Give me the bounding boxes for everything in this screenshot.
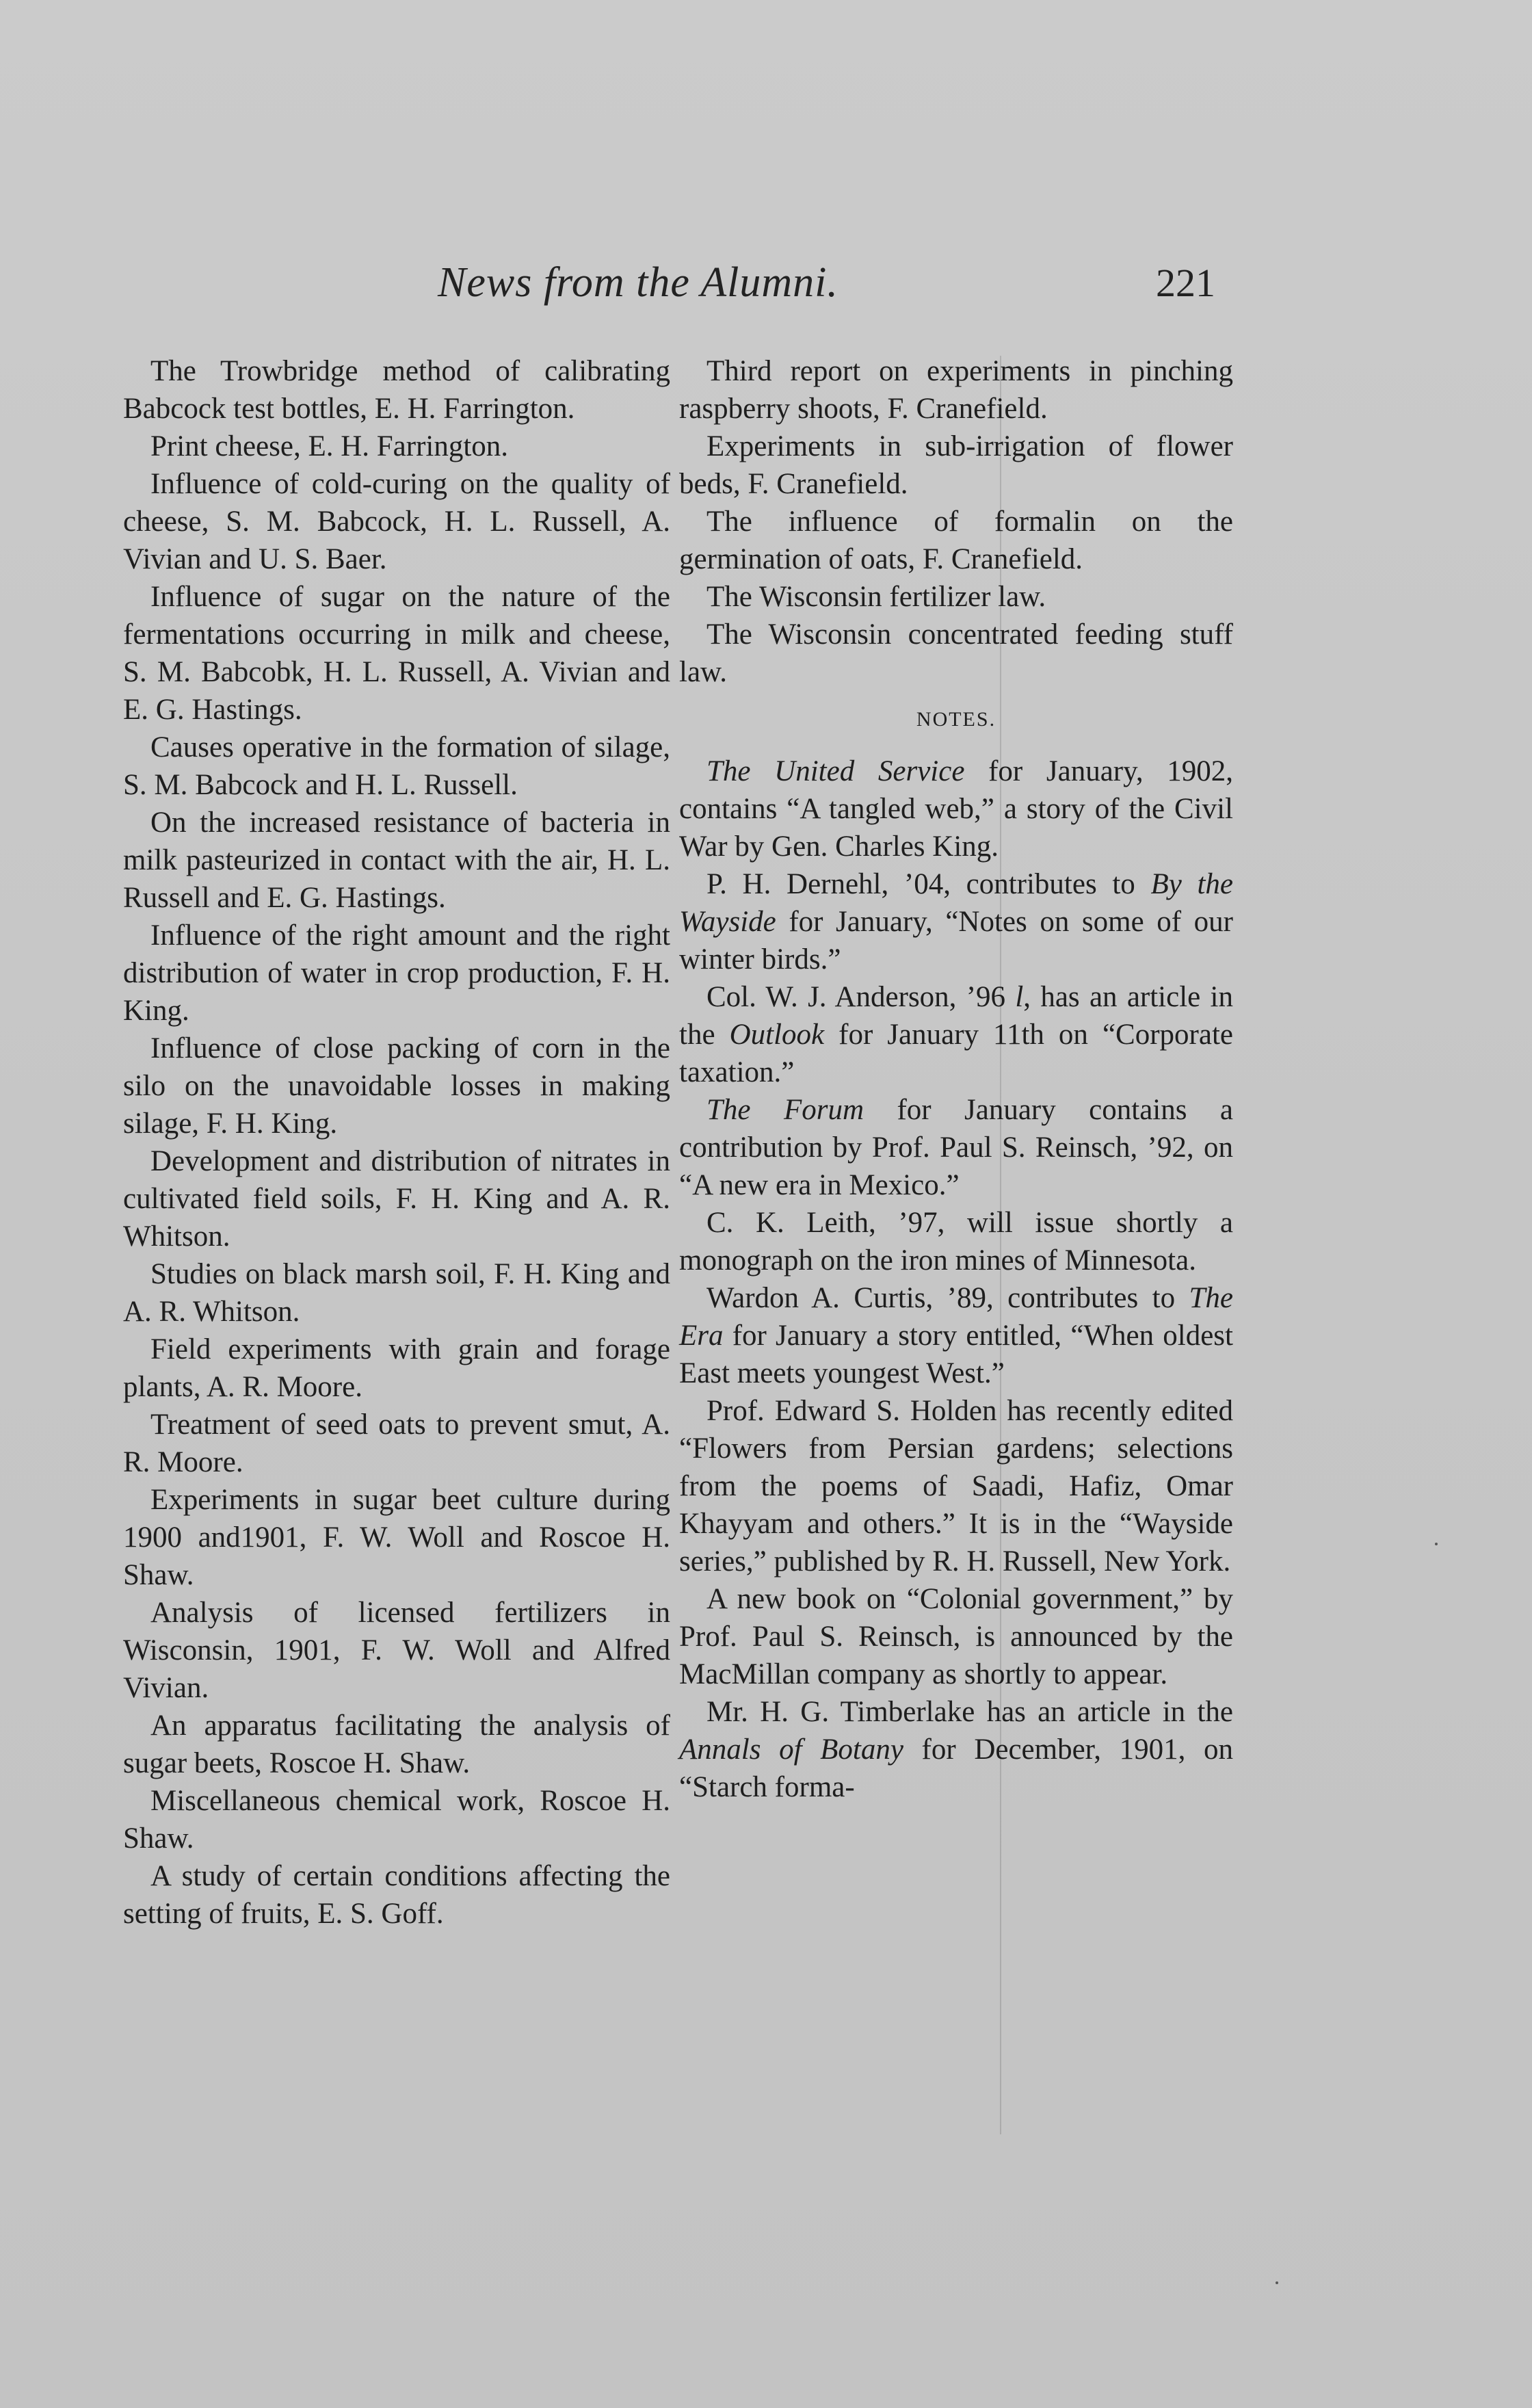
note-text: C. K. Leith, ’97, will issue shortly a monograph on the iron mines of Minnesota.	[679, 1207, 1233, 1277]
note-text: for January 11th on “Corporate taxation.”	[679, 1019, 1233, 1088]
left-entry: Miscellaneous chemical work, Roscoe H. Shaw.	[123, 1785, 670, 1855]
left-entry: Influence of close packing of corn in the silo on the unavoidable losses in making silage, F. H. King.	[123, 1032, 670, 1140]
note-item	[679, 1392, 1233, 1580]
note-text: for December, 1901, on “Starch forma-	[679, 1733, 1233, 1803]
left-column	[123, 352, 670, 1933]
note-italic: Outlook	[729, 1019, 825, 1051]
left-entry: Print cheese, E. H. Farrington.	[150, 430, 509, 462]
running-header-title: News from the Alumni.	[438, 259, 838, 306]
note-item	[679, 1279, 1233, 1392]
left-entry: Influence of sugar on the nature of the fermentations occurring in milk and cheese, S. M. Babcobk, H. L. Russell, A. Vivian and E. G. Hastings.	[123, 581, 670, 726]
note-item	[679, 1580, 1233, 1693]
note-italic: By the Wayside	[679, 868, 1233, 938]
scan-speck	[1435, 1543, 1438, 1545]
left-entry: The Trowbridge method of calibrating Babcock test bottles, E. H. Farrington.	[123, 355, 670, 425]
note-item	[679, 978, 1233, 1091]
note-item	[679, 865, 1233, 978]
left-entry: Studies on black marsh soil, F. H. King and A. R. Whitson.	[123, 1258, 670, 1328]
right-entry: Third report on experiments in pinching raspberry shoots, F. Cranefield.	[679, 355, 1233, 425]
note-italic: The United Service	[706, 755, 965, 787]
scan-speck	[1276, 2281, 1278, 2284]
note-italic: l	[1015, 981, 1024, 1013]
notes-heading: NOTES.	[916, 708, 996, 731]
note-text: Wardon A. Curtis, ’89, contributes to	[706, 1282, 1189, 1314]
note-text: for January, “Notes on some of our winter birds.”	[679, 906, 1233, 976]
right-entry: Experiments in sub-irrigation of flower beds, F. Cranefield.	[679, 430, 1233, 500]
left-entry: Analysis of licensed fertilizers in Wisconsin, 1901, F. W. Woll and Alfred Vivian.	[123, 1597, 670, 1704]
left-entry: Field experiments with grain and forage plants, A. R. Moore.	[123, 1333, 670, 1403]
note-italic: The Era	[679, 1282, 1233, 1352]
right-entry: The Wisconsin concentrated feeding stuff law.	[679, 618, 1233, 688]
note-text: P. H. Dernehl, ’04, contributes to	[706, 868, 1151, 900]
left-entry: Treatment of seed oats to prevent smut, A. R. Moore.	[123, 1409, 670, 1478]
note-italic: The Forum	[706, 1094, 864, 1126]
note-italic: Annals of Botany	[679, 1733, 903, 1766]
note-item	[679, 1204, 1233, 1279]
note-text: for January, 1902, contains “A tangled web,” a story of the Civil War by Gen. Charles King.	[679, 755, 1233, 863]
note-item	[679, 1091, 1233, 1204]
note-text: Prof. Edward S. Holden has recently edited “Flowers from Persian gardens; selections from the poems of Saadi, Hafiz, Omar Khayyam and others.” It is in the “Wayside series,” published by R. H. Russell, New York.	[679, 1395, 1233, 1578]
note-text: for January a story entitled, “When oldest East meets youngest West.”	[679, 1320, 1233, 1389]
page-number: 221	[1156, 261, 1215, 305]
left-entry: On the increased resistance of bacteria in milk pasteurized in contact with the air, H. L. Russell and E. G. Hastings.	[123, 807, 670, 914]
note-text: Mr. H. G. Timberlake has an article in the	[706, 1696, 1233, 1728]
left-entry: Experiments in sugar beet culture during 1900 and1901, F. W. Woll and Roscoe H. Shaw.	[123, 1484, 670, 1591]
note-text: , has an article in the	[679, 981, 1233, 1051]
left-entry: A study of certain conditions affecting the setting of fruits, E. S. Goff.	[123, 1860, 670, 1930]
right-column	[679, 352, 1233, 1806]
right-entry: The influence of formalin on the germination of oats, F. Cranefield.	[679, 506, 1233, 575]
right-entry: The Wisconsin fertilizer law.	[706, 581, 1046, 613]
note-text: A new book on “Colonial government,” by Prof. Paul S. Reinsch, is announced by the MacMillan company as shortly to appear.	[679, 1583, 1233, 1690]
left-entry: Influence of cold-curing on the quality of cheese, S. M. Babcock, H. L. Russell, A. Vivian and U. S. Baer.	[123, 468, 670, 575]
left-entry: Influence of the right amount and the right distribution of water in crop production, F. H. King.	[123, 919, 670, 1027]
note-text: for January contains a contribution by Prof. Paul S. Reinsch, ’92, on “A new era in Mexico.”	[679, 1094, 1233, 1201]
note-item	[679, 1693, 1233, 1806]
left-entry: Causes operative in the formation of silage, S. M. Babcock and H. L. Russell.	[123, 731, 670, 801]
note-text: Col. W. J. Anderson, ’96	[706, 981, 1016, 1013]
left-entry: Development and distribution of nitrates in cultivated field soils, F. H. King and A. R. Whitson.	[123, 1145, 670, 1253]
left-entry: An apparatus facilitating the analysis of sugar beets, Roscoe H. Shaw.	[123, 1710, 670, 1779]
note-item	[679, 752, 1233, 865]
